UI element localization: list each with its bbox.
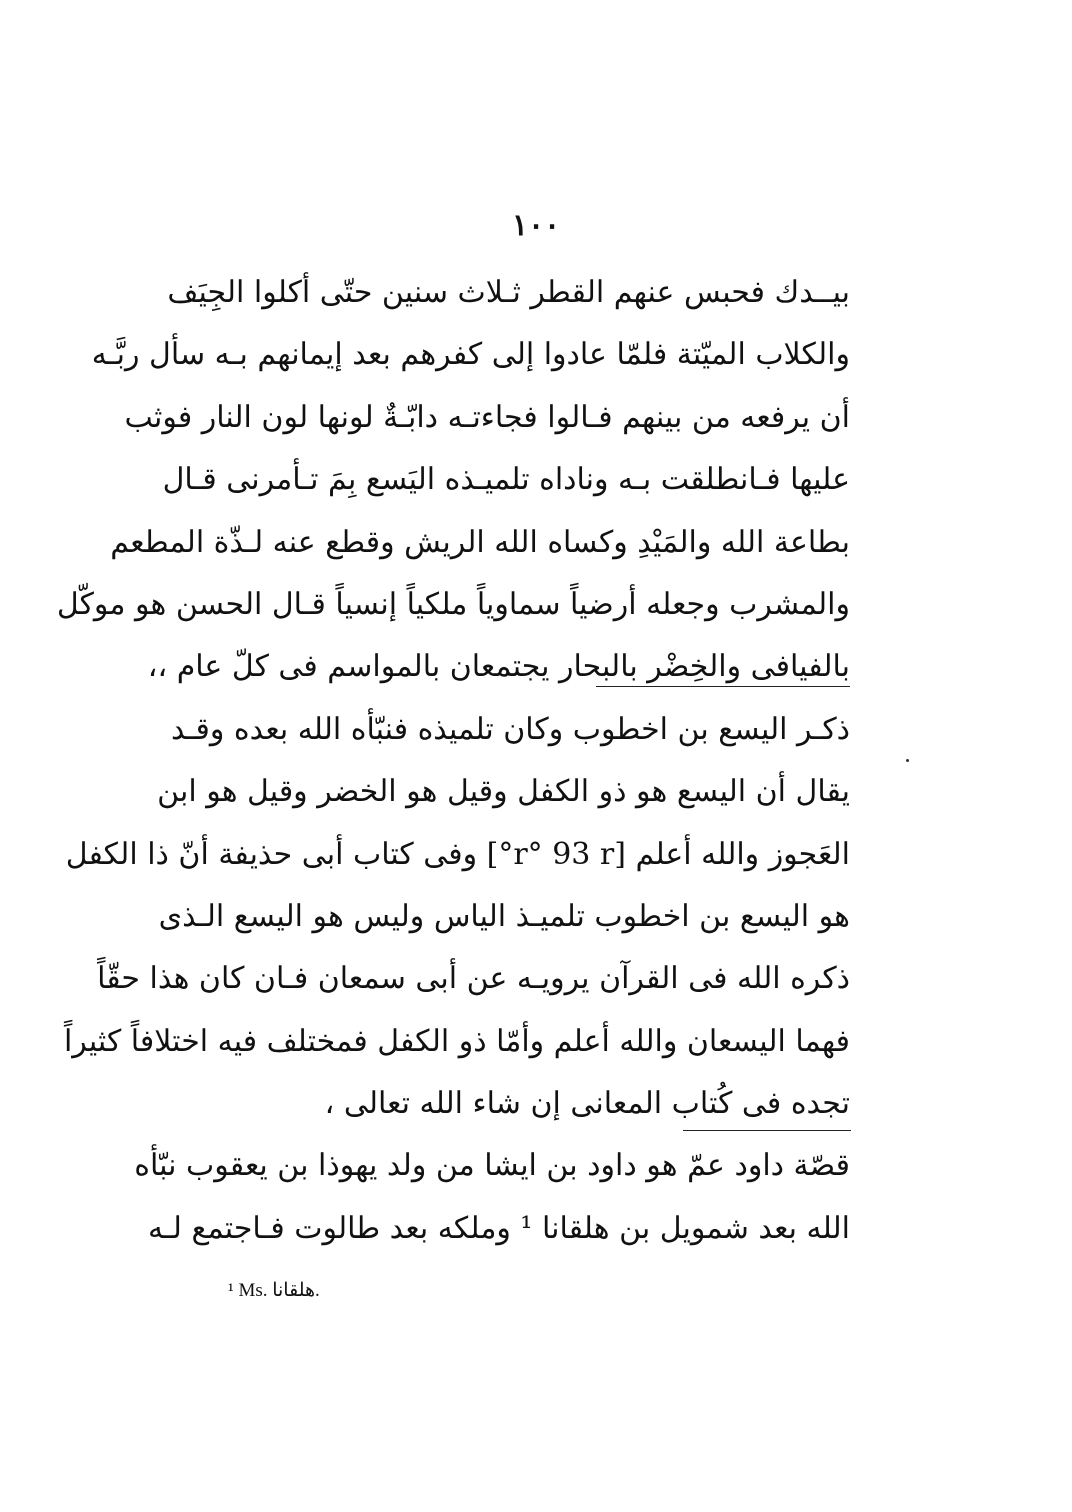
text-line: بالفيافى والخِضْر بالبحار يجتمعان بالمواسم فى كلّ عام ،، [147, 649, 850, 685]
text-line: يقال أن اليسع هو ذو الكفل وقيل هو الخضر وقيل هو ابن [157, 774, 850, 810]
section-end-rule [596, 686, 850, 687]
text-line: والمشرب وجعله أرضياً سماوياً ملكياً إنسياً قـال الحسن هو موكّل [56, 586, 850, 622]
text-line: بطاعة الله والمَيْدِ وكساه الله الريش وقطع عنه لـذّة المطعم [110, 524, 850, 560]
text-line: فهما اليسعان والله أعلم وأمّا ذو الكفل فمختلف فيه اختلافاً كثيراً [63, 1023, 850, 1059]
text-line: الله بعد شمويل بن هلقانا ¹ وملكه بعد طالوت فـاجتمع لـه [147, 1210, 850, 1246]
text-line: عليها فـانطلقت بـه وناداه تلميـذه اليَسع بِمَ تـأمرنى قـال [162, 462, 850, 498]
scan-speck [906, 759, 909, 762]
text-line: بيــدك فحبس عنهم القطر ثـلاث سنين حتّى أكلوا الجِيَف [167, 275, 850, 310]
footnote: ¹ Ms. هلقانا. [228, 1280, 320, 1301]
page-number: ١٠٠ [511, 208, 561, 243]
text-line: والكلاب الميّتة فلمّا عادوا إلى كفرهم بعد إيمانهم بـه سأل ربَّـه [91, 337, 850, 373]
text-line: تجده فى كُتاب المعانى إن شاء الله تعالى ، [324, 1086, 850, 1122]
text-line: ذكره الله فى القرآن يرويـه عن أبى سمعان فـان كان هذا حقّاً [97, 961, 850, 997]
text-line: العَجوز والله أعلم [r° 93 r°] وفى كتاب أبى حذيفة أنّ ذا الكفل [65, 836, 850, 872]
section-heading-line: ذكـر اليسع بن اخطوب وكان تلميذه فنبّأه الله بعده وقـد [170, 711, 850, 747]
body-text [56, 262, 850, 1260]
text-line: هو اليسع بن اخطوب تلميـذ الياس وليس هو اليسع الـذى [158, 898, 850, 934]
section-end-rule [683, 1130, 851, 1131]
section-heading-line: قصّة داود عمّ هو داود بن ايشا من ولد يهوذا بن يعقوب نبّأه [134, 1148, 850, 1184]
text-line: أن يرفعه من بينهم فـالوا فجاءتـه دابّـةٌ لونها لون النار فوثب [124, 399, 850, 435]
